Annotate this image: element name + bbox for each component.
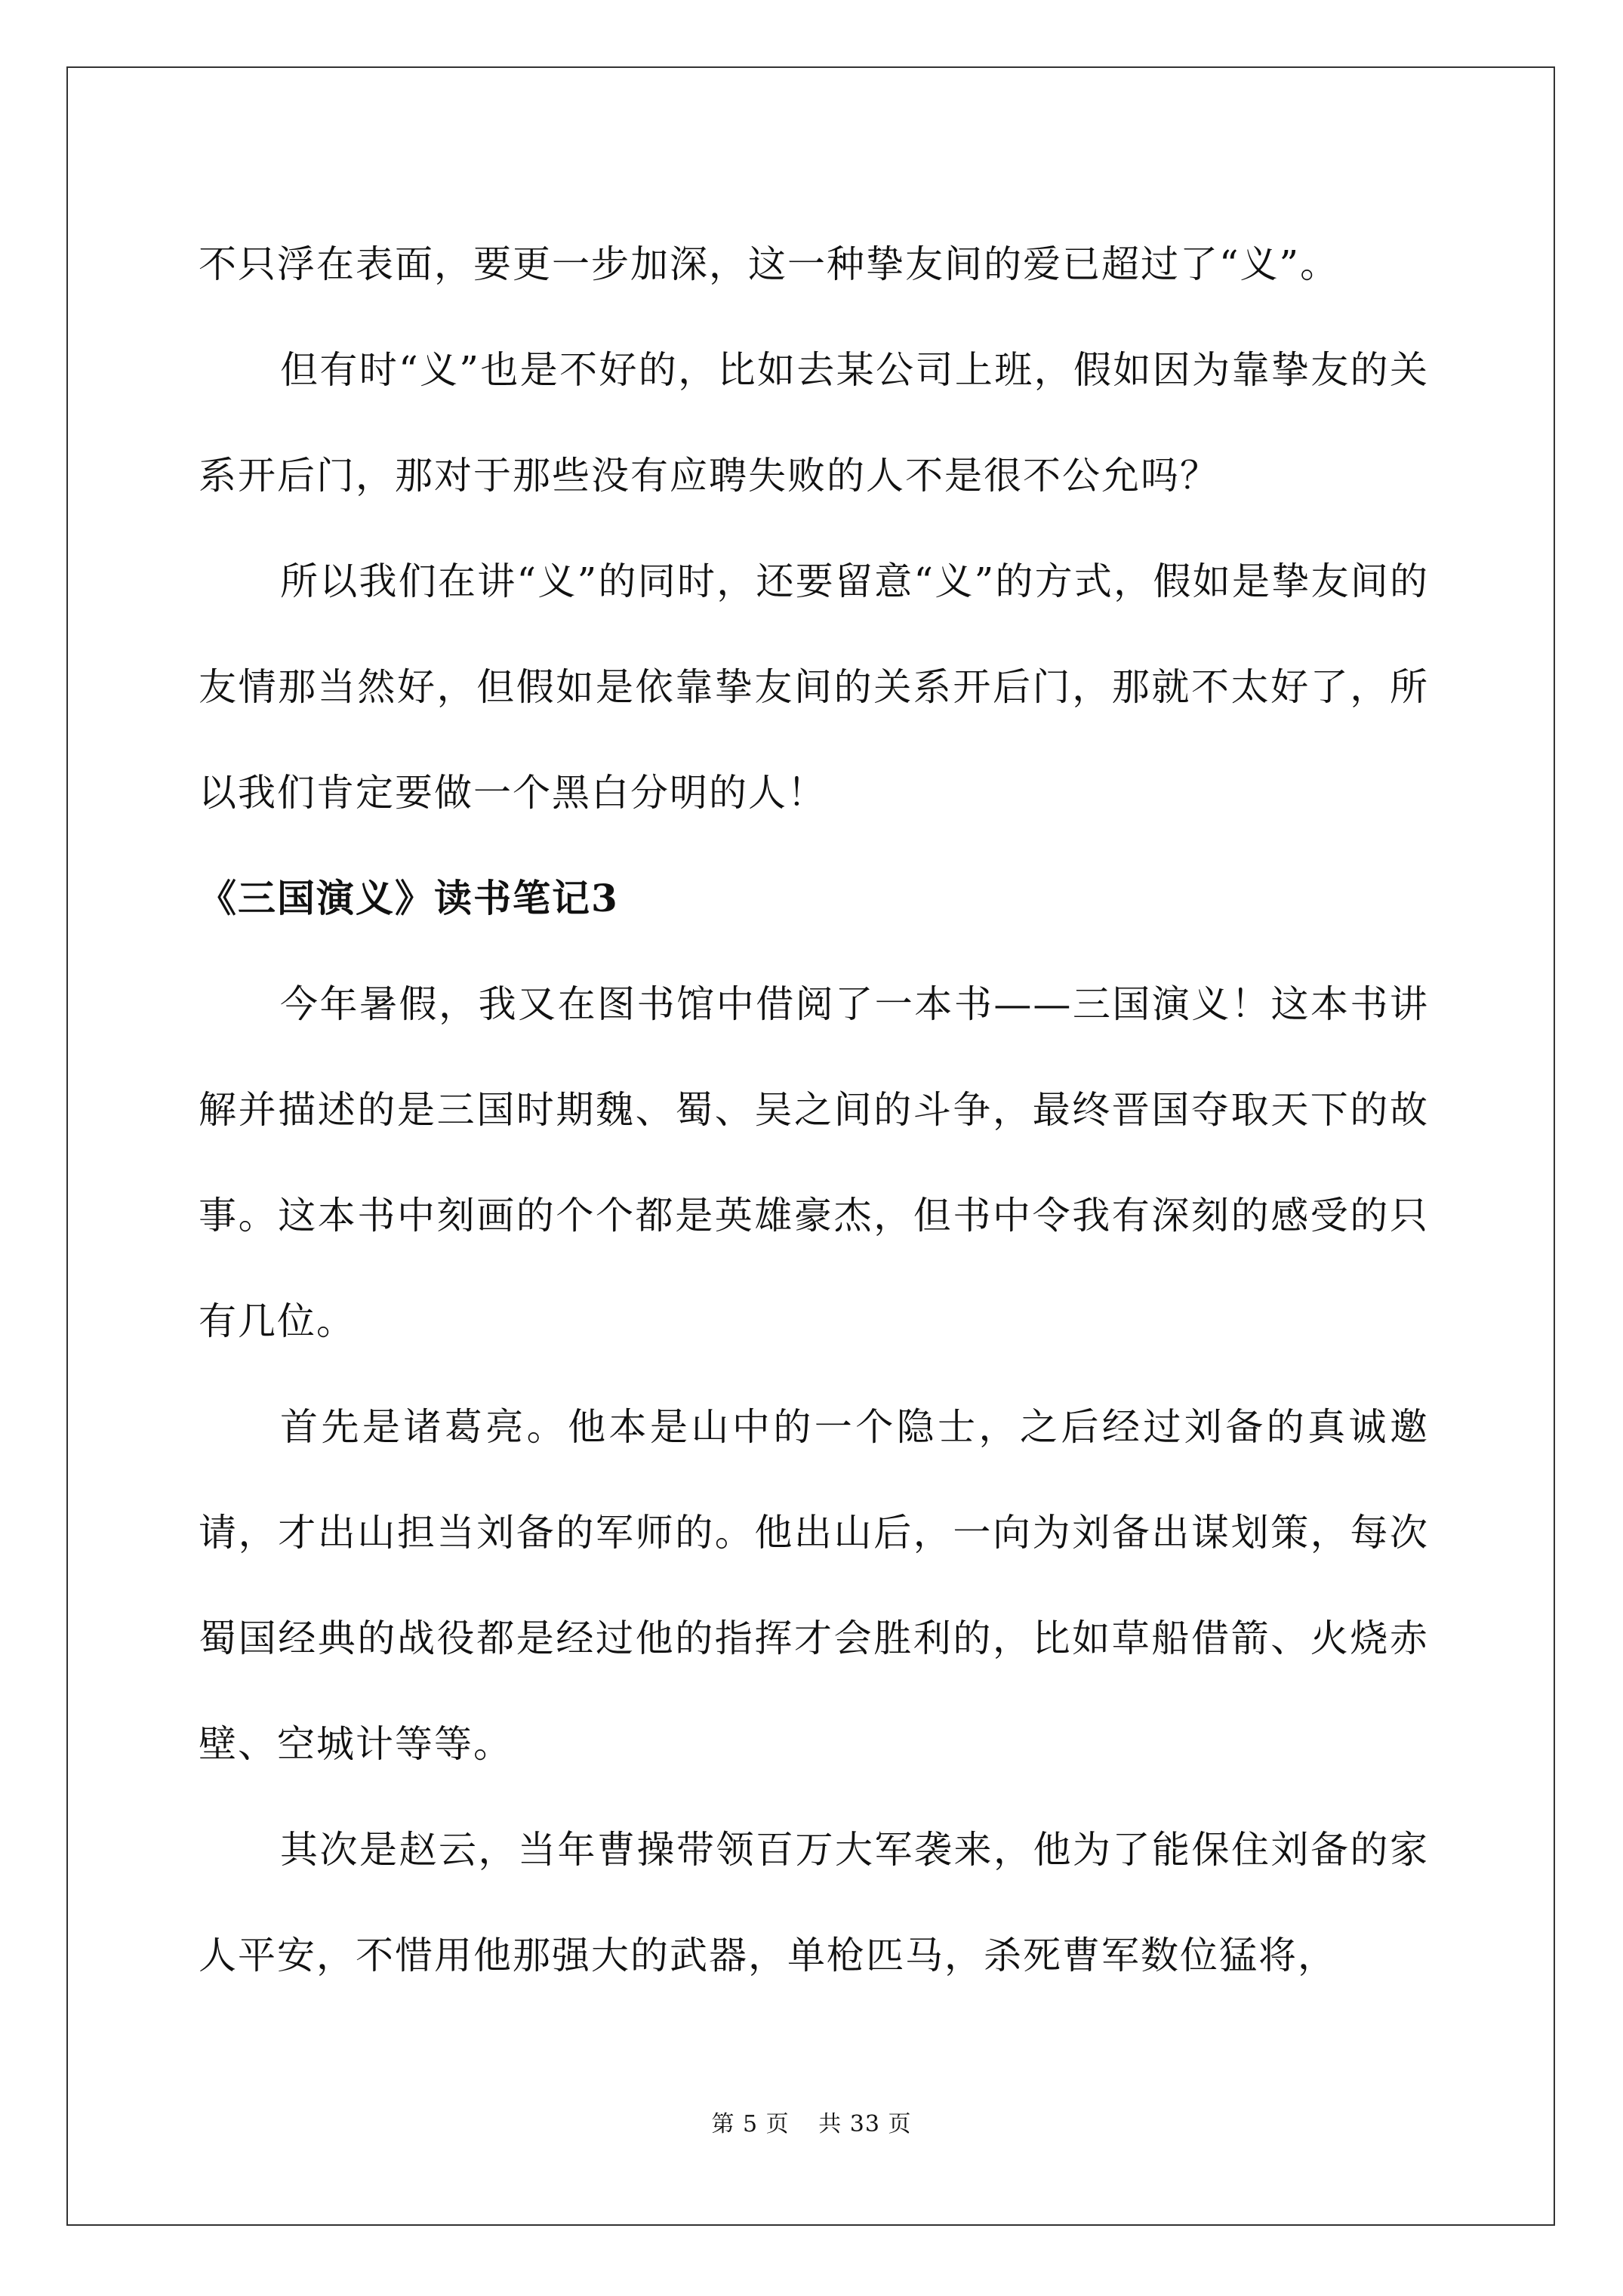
paragraph: 但有时“义”也是不好的，比如去某公司上班，假如因为靠挚友的关系开后门，那对于那些没有应聘失败的人不是很不公允吗？ xyxy=(199,348,1429,498)
paragraph: 首先是诸葛亮。他本是山中的一个隐士，之后经过刘备的真诚邀请，才出山担当刘备的军师的。他出山后，一向为刘备出谋划策，每次蜀国经典的战役都是经过他的指挥才会胜利的，比如草船借箭、火烧赤壁、空城计等等。 xyxy=(199,1405,1429,1766)
page-number: 第 5 页 xyxy=(711,2111,790,2137)
paragraph: 今年暑假，我又在图书馆中借阅了一本书——三国演义！这本书讲解并描述的是三国时期魏、蜀、吴之间的斗争，最终晋国夺取天下的故事。这本书中刻画的个个都是英雄豪杰，但书中令我有深刻的感受的只有几位。 xyxy=(199,982,1429,1343)
document-body xyxy=(199,211,1429,2008)
paragraph: 不只浮在表面，要更一步加深，这一种挚友间的爱已超过了“义”。 xyxy=(199,242,1340,286)
paragraph: 所以我们在讲“义”的同时，还要留意“义”的方式，假如是挚友间的友情那当然好，但假如是依靠挚友间的关系开后门，那就不太好了，所以我们肯定要做一个黑白分明的人！ xyxy=(199,559,1429,815)
page-footer xyxy=(0,2105,1623,2138)
paragraph: 其次是赵云，当年曹操带领百万大军袭来，他为了能保住刘备的家人平安，不惜用他那强大的武器，单枪匹马，杀死曹军数位猛将， xyxy=(199,1828,1429,1977)
page-total: 共 33 页 xyxy=(818,2111,912,2137)
section-heading: 《三国演义》读书笔记3 xyxy=(199,876,619,920)
